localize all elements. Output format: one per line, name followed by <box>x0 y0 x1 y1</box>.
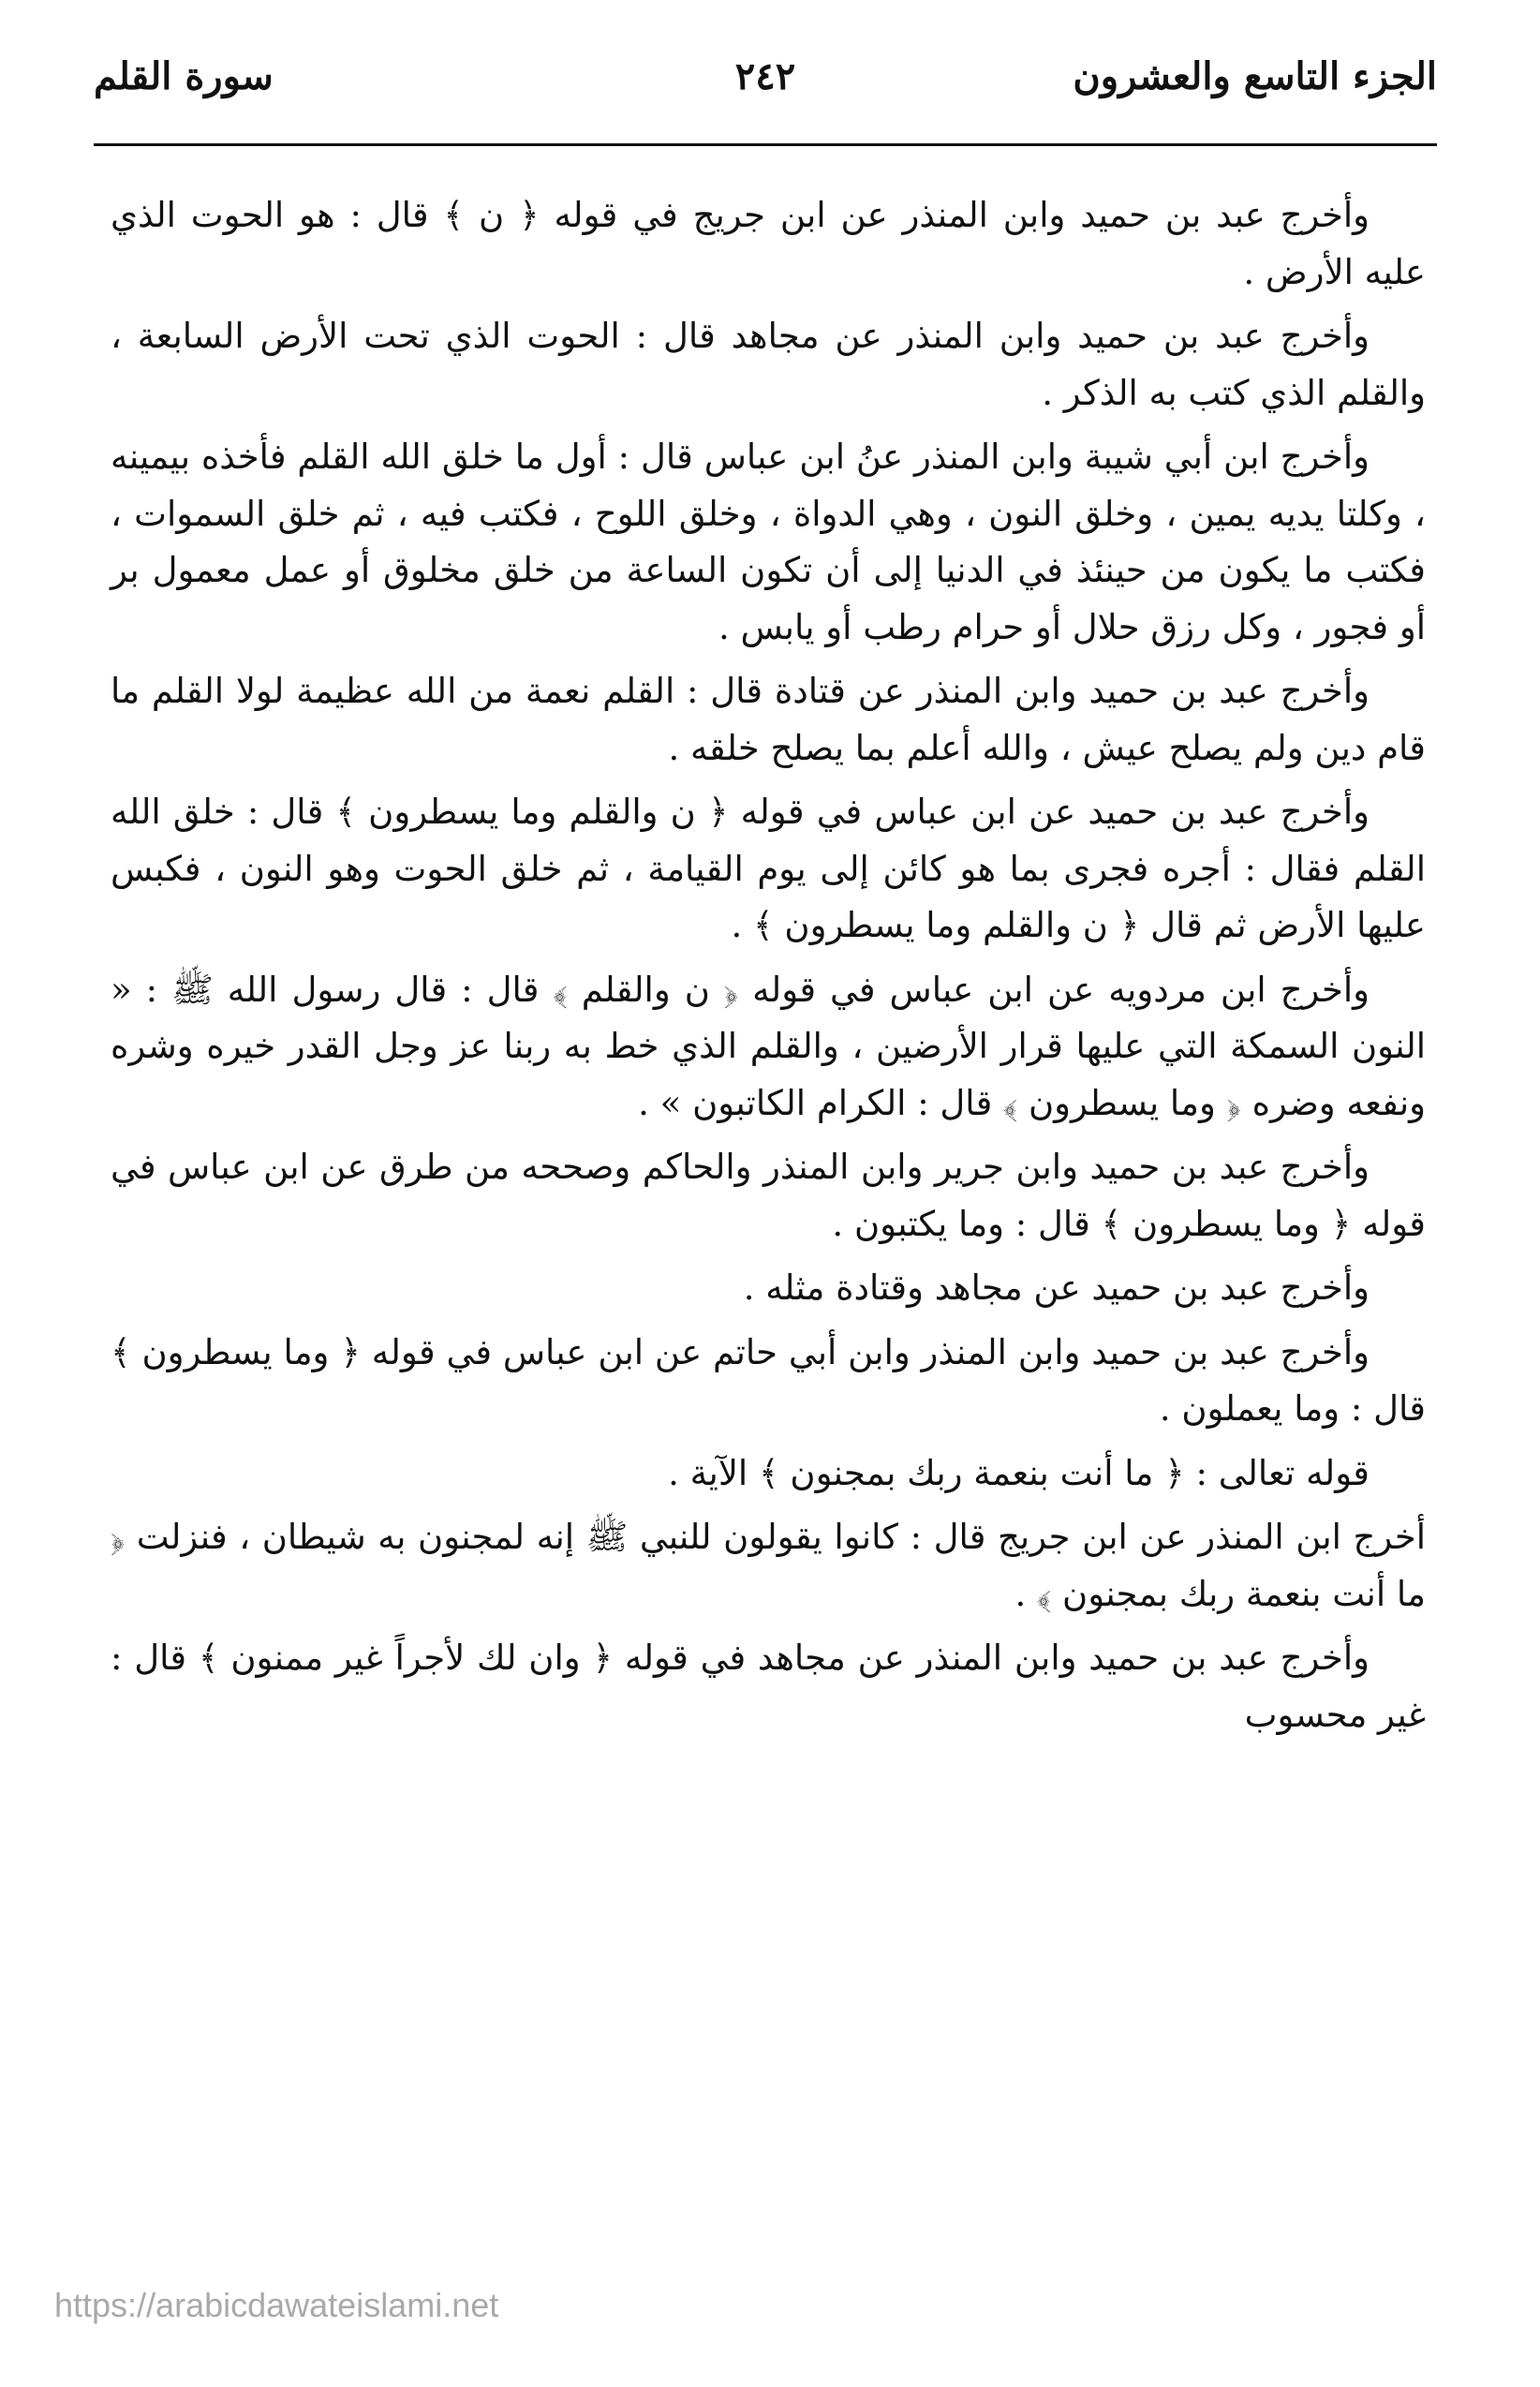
paragraph: وأخرج عبد بن حميد وابن المنذر عن قتادة قال : القلم نعمة من الله عظيمة لولا القلم ما قام دين ولم يصلح عيش ، والله أعلم بما يصلح خلقه . <box>111 671 1426 768</box>
watermark-url: https://arabicdawateislami.net <box>54 2286 499 2324</box>
page-body <box>111 187 1426 1751</box>
page-number: ٢٤٢ <box>734 54 796 98</box>
paragraph: وأخرج عبد بن حميد وابن المنذر عن ابن جريج في قوله ﴿ ن ﴾ قال : هو الحوت الذي عليه الأرض . <box>111 195 1426 292</box>
header-divider <box>94 143 1437 146</box>
paragraph: وأخرج عبد بن حميد وابن المنذر عن مجاهد قال : الحوت الذي تحت الأرض السابعة ، والقلم الذي كتب به الذكر . <box>111 316 1426 413</box>
paragraph: وأخرج عبد بن حميد وابن المنذر عن مجاهد في قوله ﴿ وان لك لأجراً غير ممنون ﴾ قال : غير محسوب <box>111 1638 1426 1735</box>
paragraph: وأخرج عبد بن حميد وابن المنذر وابن أبي حاتم عن ابن عباس في قوله ﴿ وما يسطرون ﴾ قال : وما يعملون . <box>111 1331 1426 1429</box>
page-header <box>94 47 1437 145</box>
paragraph: وأخرج ابن مردويه عن ابن عباس في قوله ﴿ ن والقلم ﴾ قال : قال رسول الله ﷺ : « النون السمكة التي عليها قرار الأرضين ، والقلم الذي خط به ربنا عز وجل القدر خيره وشره ونفعه وضره ﴿ وما يسطرون ﴾ قال : الكرام الكاتبون » . <box>111 969 1426 1123</box>
paragraph: وأخرج عبد بن حميد وابن جرير وابن المنذر والحاكم وصححه من طرق عن ابن عباس في قوله ﴿ وما يسطرون ﴾ قال : وما يكتبون . <box>111 1147 1426 1244</box>
paragraph: وأخرج ابن أبي شيبة وابن المنذر عنُ ابن عباس قال : أول ما خلق الله القلم فأخذه بيمينه ، وكلتا يديه يمين ، وخلق النون ، وهي الدواة ، وخلق اللوح ، فكتب فيه ، ثم خلق السموات ، فكتب ما يكون من حينئذ في الدنيا إلى أن تكون الساعة من خلق مخلوق أو عمل معمول بر أو فجور ، وكل رزق حلال أو حرام رطب أو يابس . <box>111 437 1426 647</box>
paragraph: وأخرج عبد بن حميد عن مجاهد وقتادة مثله . <box>743 1268 1370 1308</box>
surah-title: سورة القلم <box>94 54 274 98</box>
paragraph: أخرج ابن المنذر عن ابن جريج قال : كانوا يقولون للنبي ﷺ إنه لمجنون به شيطان ، فنزلت ﴿ ما أنت بنعمة ربك بمجنون ﴾ . <box>111 1517 1426 1614</box>
paragraph: وأخرج عبد بن حميد عن ابن عباس في قوله ﴿ ن والقلم وما يسطرون ﴾ قال : خلق الله القلم فقال : أجره فجرى بما هو كائن إلى يوم القيامة ، ثم خلق الحوت وهو النون ، فكبس عليها الأرض ثم قال ﴿ ن والقلم وما يسطرون ﴾ . <box>111 792 1426 945</box>
paragraph: قوله تعالى : ﴿ ما أنت بنعمة ربك بمجنون ﴾ الآية . <box>668 1452 1370 1493</box>
part-title: الجزء التاسع والعشرون <box>1073 54 1437 98</box>
